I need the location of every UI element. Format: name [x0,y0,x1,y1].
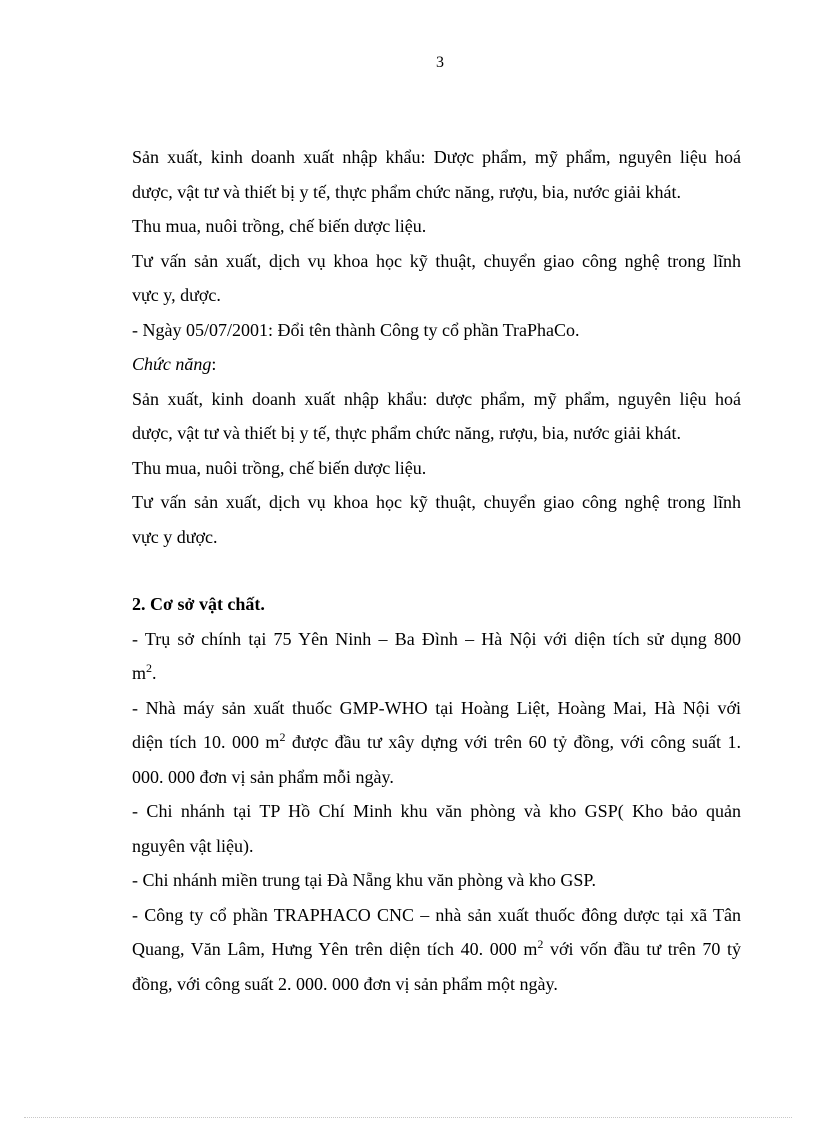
hcm-branch-line-2: nguyên vật liệu). [132,835,254,856]
central-branch: - Chi nhánh miền trung tại Đà Nẵng khu văn phòng và kho GSP. [132,870,596,890]
document-body [132,140,741,1001]
functions-line-4: Tư vấn sản xuất, dịch vụ khoa học kỹ thuật, chuyển giao công nghệ trong lĩnh [132,492,741,512]
functions-label: Chức năng [132,354,212,374]
cnc-line-3: đồng, với công suất 2. 000. 000 đơn vị sản phẩm một ngày. [132,973,558,994]
functions-line-5: vực y dược. [132,526,218,547]
functions-colon: : [211,354,217,374]
factory-area: diện tích 10. 000 m [132,732,280,752]
business-line-4: Tư vấn sản xuất, dịch vụ khoa học kỹ thuật, chuyển giao công nghệ trong lĩnh [132,250,741,271]
functions-line-1: Sản xuất, kinh doanh xuất nhập khẩu: dược phẩm, mỹ phẩm, nguyên liệu hoá [132,388,741,409]
factory-line-2 [132,725,741,760]
unit-m: m [132,663,147,683]
cnc-line-1: - Công ty cổ phần TRAPHACO CNC – nhà sản xuất thuốc đông dược tại xã Tân [132,904,741,925]
superscript-2: 2 [537,937,544,951]
functions-heading [132,347,741,382]
functions-line-3: Thu mua, nuôi trồng, chế biến dược liệu. [132,457,427,478]
section-spacer [132,554,741,587]
superscript-2: 2 [146,661,153,675]
page-bottom-rule [24,1117,792,1118]
factory-line-3: 000. 000 đơn vị sản phẩm mỗi ngày. [132,766,394,787]
superscript-2: 2 [279,730,286,744]
cnc-investment: với vốn đầu tư trên 70 tỷ [543,939,741,959]
business-line-1: Sản xuất, kinh doanh xuất nhập khẩu: Dược phẩm, mỹ phẩm, nguyên liệu hoá [132,147,741,167]
factory-investment: được đầu tư xây dựng với trên 60 tỷ đồng, với công suất 1. [285,732,742,752]
section-2-heading: 2. Cơ sở vật chất. [132,594,265,614]
business-line-2: dược, vật tư và thiết bị y tế, thực phẩm chức năng, rượu, bia, nước giải khát. [132,181,681,202]
cnc-area: Quang, Văn Lâm, Hưng Yên trên diện tích 40. 000 m [132,939,538,959]
headquarters-line-2 [132,656,741,691]
functions-line-2: dược, vật tư và thiết bị y tế, thực phẩm chức năng, rượu, bia, nước giải khát. [132,423,681,443]
line-end: . [152,663,157,683]
cnc-line-2 [132,932,741,967]
page-number: 3 [436,54,444,71]
headquarters-line-1: - Trụ sở chính tại 75 Yên Ninh – Ba Đình – Hà Nội với diện tích sử dụng 800 [132,628,741,649]
factory-line-1: - Nhà máy sản xuất thuốc GMP-WHO tại Hoàng Liệt, Hoàng Mai, Hà Nội với [132,697,741,718]
business-line-5: vực y, dược. [132,285,221,305]
business-line-3: Thu mua, nuôi trồng, chế biến dược liệu. [132,216,427,236]
rename-note: - Ngày 05/07/2001: Đổi tên thành Công ty cổ phần TraPhaCo. [132,319,580,340]
hcm-branch-line-1: - Chi nhánh tại TP Hồ Chí Minh khu văn phòng và kho GSP( Kho bảo quản [132,801,741,821]
